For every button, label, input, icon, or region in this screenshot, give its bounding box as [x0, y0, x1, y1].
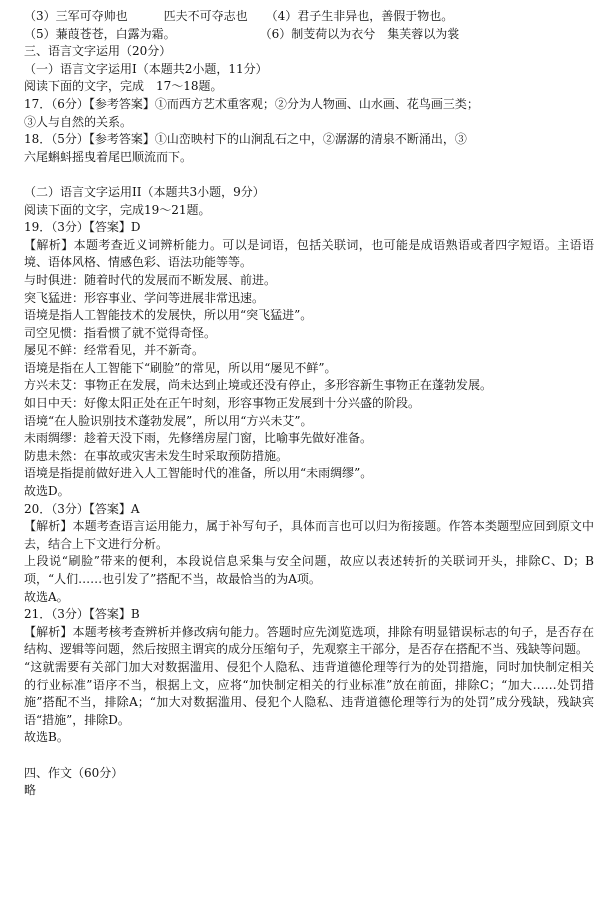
q20-analysis: 【解析】本题考查语言运用能力，属于补写句子，具体而言也可以归为衔接题。作答本类题型应回到原文中去，结合上下文进行分析。	[24, 519, 594, 551]
q19-term-5: 方兴未艾：事物正在发展，尚未达到止境或还没有停止，多形容新生事物正在蓬勃发展。	[24, 378, 493, 393]
blank-line	[24, 166, 594, 184]
q19-term-4: 屡见不鲜：经常看见，并不新奇。	[24, 343, 205, 358]
section-three-heading: 三、语言文字运用（20分）	[24, 44, 172, 59]
q17-answer: 17．（6分）【参考答案】①而西方艺术重客观；②分为人物画、山水画、花鸟画三类；	[24, 96, 479, 111]
subsection-one-heading: （一）语言文字运用Ⅰ（本题共2小题，11分）	[24, 61, 268, 76]
q19-term-2: 突飞猛进：形容事业、学问等进展非常迅速。	[24, 290, 265, 305]
q19-analysis: 【解析】本题考查近义词辨析能力。可以是词语，包括关联词，也可能是成语熟语或者四字短语。主语语境、语体风格、情感色彩、语法功能等等。	[24, 237, 594, 270]
q20-conclusion: 故选A。	[24, 589, 69, 604]
q21-answer: 21．（3分）【答案】B	[24, 607, 140, 622]
instruction-17-18: 阅读下面的文字，完成 17～18题。	[24, 79, 223, 94]
essay-omitted: 略	[24, 783, 37, 798]
q21-analysis: 【解析】本题考核考查辨析并修改病句能力。答题时应先浏览选项，排除有明显错误标志的句子，是否存在结构、逻辑等问题，然后按照主谓宾的成分压缩句子，先观察主干部分，是否存在搭配不当、残缺等问题。	[24, 624, 594, 657]
q19-context-2: 语境是指在人工智能下“刷脸”的常见，所以用“屡见不鲜”。	[24, 360, 337, 375]
q21-conclusion: 故选B。	[24, 730, 69, 745]
q17-answer-cont: ③人与自然的关系。	[24, 114, 133, 129]
q20-reasoning: 上段说“刷脸”带来的便利，本段说信息采集与安全问题，故应以表述转折的关联词开头，排除C、D；B项，“人们……也引发了”搭配不当，故最恰当的为A项。	[24, 554, 594, 586]
q19-term-7: 未雨绸缪：趁着天没下雨，先修缮房屋门窗，比喻事先做好准备。	[24, 431, 373, 446]
q20-answer: 20．（3分）【答案】A	[24, 501, 140, 516]
q19-term-1: 与时俱进：随着时代的发展而不断发展、前进。	[24, 272, 277, 287]
q19-term-3: 司空见惯：指看惯了就不觉得奇怪。	[24, 325, 217, 340]
q19-context-4: 语境是指提前做好进入人工智能时代的准备，所以用“未雨绸缪”。	[24, 466, 373, 481]
q19-conclusion: 故选D。	[24, 484, 70, 499]
q19-context-1: 语境是指人工智能技术的发展快，所以用“突飞猛进”。	[24, 308, 313, 323]
instruction-19-21: 阅读下面的文字，完成19～21题。	[24, 202, 211, 217]
q21-reasoning: “这就需要有关部门加大对数据滥用、侵犯个人隐私、违背道德伦理等行为的处罚措施，同时加快制定相关的行业标准”语序不当，根据上文，应将“加快制定相关的行业标准”放在前面，排除C；“加大……处罚措施”搭配不当，排除A；“加大对数据滥用、侵犯个人隐私、违背道德伦理等行为的处罚”成分残缺，残缺宾语“措施”，排除D。	[24, 659, 594, 727]
q19-context-3: 语境“在人脸识别技术蓬勃发展”，所以用“方兴未艾”。	[24, 413, 313, 428]
q19-answer: 19．（3分）【答案】D	[24, 220, 141, 235]
q18-answer-cont: 六尾蝌蚪摇曳着尾巴顺流而下。	[24, 149, 193, 164]
q19-term-6: 如日中天：好像太阳正处在正午时刻，形容事物正发展到十分兴盛的阶段。	[24, 396, 421, 411]
subsection-two-heading: （二）语言文字运用II（本题共3小题，9分）	[24, 184, 265, 199]
blank-line-2	[24, 747, 594, 765]
q19-term-8: 防患未然：在事故或灾害未发生时采取预防措施。	[24, 448, 289, 463]
answer-line-3-4: （3）三军可夺帅也 匹夫不可夺志也 （4）君子生非异也，善假于物也。	[24, 9, 454, 23]
section-four-heading: 四、作文（60分）	[24, 765, 124, 780]
q18-answer: 18．（5分）【参考答案】①山峦映村下的山涧乱石之中，②潺潺的清泉不断涌出，③	[24, 132, 467, 147]
answer-line-5-6: （5）蒹葭苍苍，白露为霜。 （6）制芰荷以为衣兮 集芙蓉以为裳	[24, 26, 460, 41]
